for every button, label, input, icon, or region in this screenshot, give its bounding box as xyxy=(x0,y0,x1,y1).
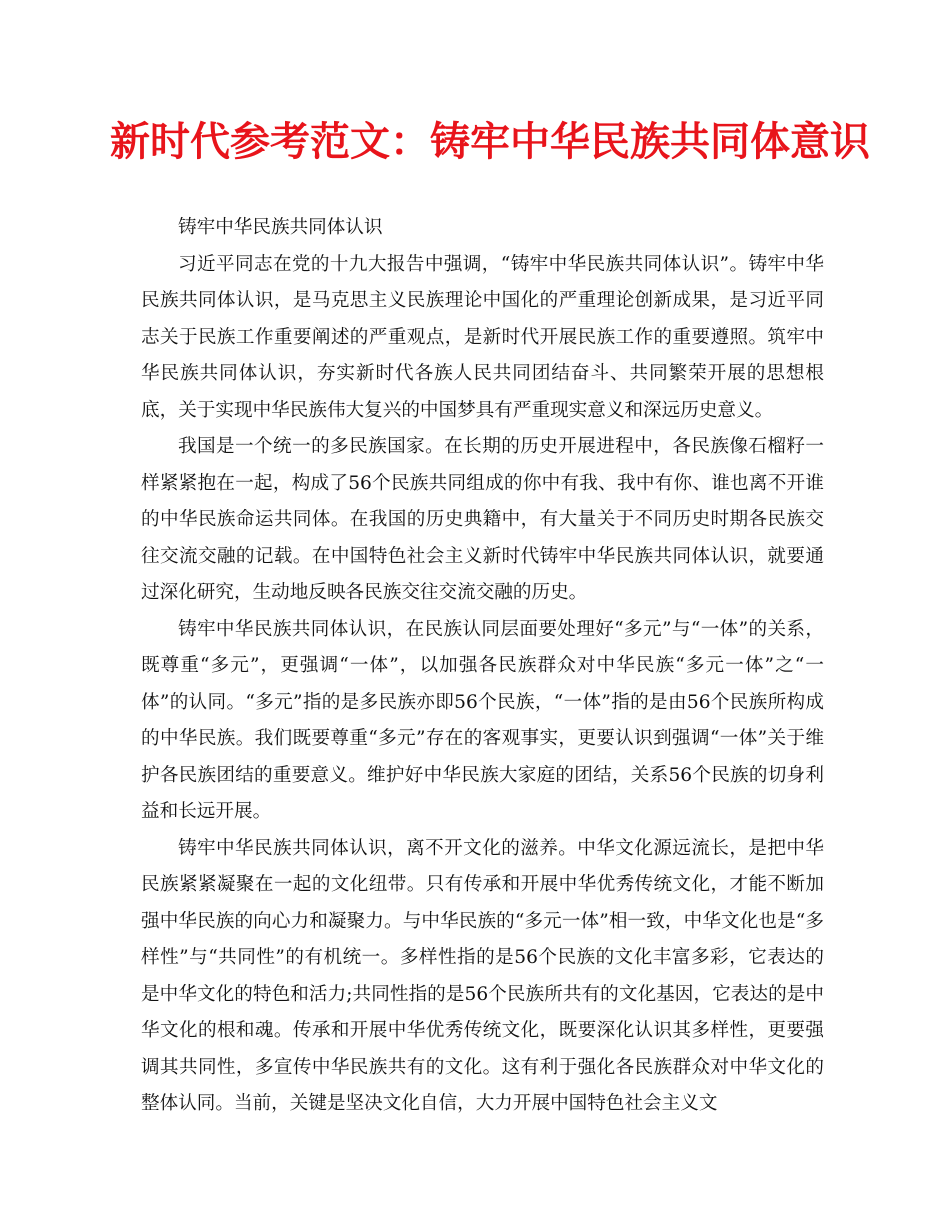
paragraph: 我国是一个统一的多民族国家。在长期的历史开展进程中，各民族像石榴籽一样紧紧抱在一起，构成了56个民族共同组成的你中有我、我中有你、谁也离不开谁的中华民族命运共同体。在我国的历史典籍中，有大量关于不同历史时期各民族交往交流交融的记载。在中国特色社会主义新时代铸牢中华民族共同体认识，就要通过深化研究，生动地反映各民族交往交流交融的历史。 xyxy=(141,436,824,603)
document-body xyxy=(141,210,824,1123)
paragraph: 铸牢中华民族共同体认识，在民族认同层面要处理好“多元”与“一体”的关系，既尊重“多元”，更强调“一体”，以加强各民族群众对中华民族“多元一体”之“一体”的认同。“多元”指的是多民族亦即56个民族，“一体”指的是由56个民族所构成的中华民族。我们既要尊重“多元”存在的客观事实，更要认识到强调“一体”关于维护各民族团结的重要意义。维护好中华民族大家庭的团结，关系56个民族的切身利益和长远开展。 xyxy=(141,618,824,822)
document-title: 新时代参考范文：铸牢中华民族共同体意识 xyxy=(110,119,870,165)
paragraph: 铸牢中华民族共同体认识，离不开文化的滋养。中华文化源远流长，是把中华民族紧紧凝聚在一起的文化纽带。只有传承和开展中华优秀传统文化，才能不断加强中华民族的向心力和凝聚力。与中华民族的“多元一体”相一致，中华文化也是“多样性”与“共同性”的有机统一。多样性指的是56个民族的文化丰富多彩，它表达的是中华文化的特色和活力;共同性指的是56个民族所共有的文化基因，它表达的是中华文化的根和魂。传承和开展中华优秀传统文化，既要深化认识其多样性，更要强调其共同性，多宣传中华民族共有的文化。这有利于强化各民族群众对中华文化的整体认同。当前，关键是坚决文化自信，大力开展中国特色社会主义文 xyxy=(141,837,824,1114)
paragraph: 习近平同志在党的十九大报告中强调，“铸牢中华民族共同体认识”。铸牢中华民族共同体认识，是马克思主义民族理论中国化的严重理论创新成果，是习近平同志关于民族工作重要阐述的严重观点，是新时代开展民族工作的重要遵照。筑牢中华民族共同体认识，夯实新时代各族人民共同团结奋斗、共同繁荣开展的思想根底，关于实现中华民族伟大复兴的中国梦具有严重现实意义和深远历史意义。 xyxy=(141,253,824,421)
document-subheading: 铸牢中华民族共同体认识 xyxy=(178,217,383,238)
